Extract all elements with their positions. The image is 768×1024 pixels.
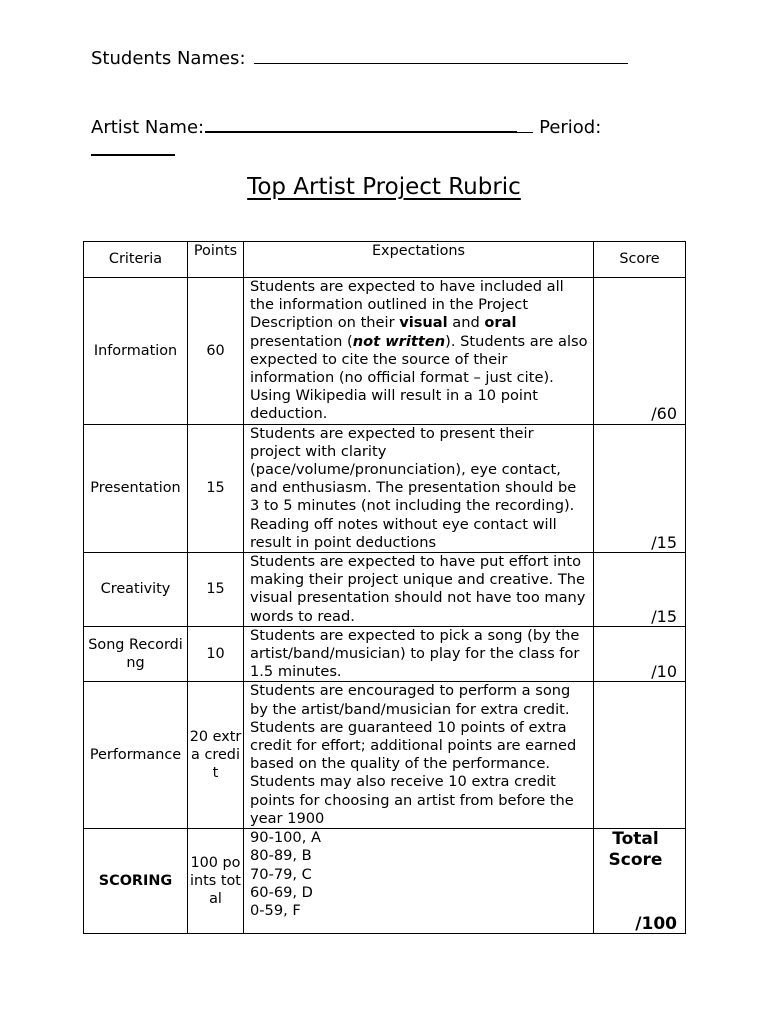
- grade-item: 60-69, D: [250, 883, 313, 901]
- table-row: [84, 553, 686, 627]
- table-row: [84, 278, 686, 425]
- grade-item: 0-59, F: [250, 901, 301, 919]
- score-cell[interactable]: /15: [594, 553, 686, 627]
- table-header-row: [84, 242, 686, 278]
- scoring-label: SCORING: [84, 829, 188, 934]
- criteria-cell: Creativity: [84, 553, 188, 627]
- artist-name-field: [91, 114, 601, 139]
- points-cell: 15: [188, 553, 244, 627]
- scoring-points: 100 points total: [188, 829, 244, 934]
- table-row: [84, 424, 686, 552]
- rubric-table: [83, 241, 686, 934]
- score-cell[interactable]: /15: [594, 424, 686, 552]
- score-cell[interactable]: /60: [594, 278, 686, 425]
- period-label: Period:: [539, 117, 602, 138]
- expectations-bold-italic: not written: [352, 332, 446, 350]
- criteria-cell: Presentation: [84, 424, 188, 552]
- total-score-cell[interactable]: [594, 829, 686, 934]
- artist-name-blank[interactable]: [205, 114, 517, 133]
- header-points: Points: [188, 242, 244, 278]
- grade-item: 80-89, B: [250, 847, 312, 865]
- grade-scale: [244, 829, 594, 934]
- expectations-text: and: [447, 314, 485, 332]
- expectations-cell: Students are expected to pick a song (by the artist/band/musician) to play for the class for 1.5 minutes.: [244, 626, 594, 682]
- points-cell: 15: [188, 424, 244, 552]
- students-names-blank[interactable]: [254, 46, 628, 64]
- header-score: Score: [594, 242, 686, 278]
- total-score-label: Total Score: [608, 829, 663, 871]
- header-expectations: Expectations: [244, 242, 594, 278]
- expectations-cell: Students are expected to present their project with clarity (pace/volume/pronunciation), eye contact, and enthusiasm. The presentation should be 3 to 5 minutes (not including the recording). Reading off notes without eye contact will result in point deductions: [244, 424, 594, 552]
- students-names-label: Students Names:: [91, 48, 246, 69]
- criteria-cell: Performance: [84, 682, 188, 829]
- score-cell[interactable]: /10: [594, 626, 686, 682]
- points-cell: 20 extra credit: [188, 682, 244, 829]
- artist-name-label: Artist Name:: [91, 117, 205, 138]
- artist-name-blank-tail: [517, 115, 533, 133]
- expectations-cell: Students are encouraged to perform a song by the artist/band/musician for extra credit. Students are guaranteed 10 points of extra credit for effort; additional points are earned based on the quality of the performance. Students may also receive 10 extra credit points for choosing an artist from before the year 1900: [244, 682, 594, 829]
- grade-item: 90-100, A: [250, 829, 321, 847]
- expectations-bold-oral: oral: [484, 314, 517, 332]
- expectations-cell: Students are expected to have put effort into making their project unique and creative. The visual presentation should not have too many words to read.: [244, 553, 594, 627]
- expectations-text: presentation (: [250, 332, 353, 350]
- page-title: Top Artist Project Rubric: [247, 174, 521, 200]
- period-blank[interactable]: [91, 154, 175, 156]
- expectations-text: ). Students are also expected to cite the source of their information (no official format – just cite). Using Wikipedia will result in a 10 point deduction.: [250, 332, 588, 423]
- points-cell: 60: [188, 278, 244, 425]
- criteria-cell: Song Recording: [84, 626, 188, 682]
- grade-item: 70-79, C: [250, 865, 312, 883]
- expectations-cell: [244, 278, 594, 425]
- points-cell: 10: [188, 626, 244, 682]
- expectations-text: Students are expected to have included all the information outlined in the Project Description on their: [250, 278, 564, 332]
- table-row: [84, 682, 686, 829]
- expectations-bold-visual: visual: [399, 314, 448, 332]
- header-criteria: Criteria: [84, 242, 188, 278]
- total-score-value: /100: [635, 913, 677, 934]
- criteria-cell: Information: [84, 278, 188, 425]
- scoring-row: [84, 829, 686, 934]
- table-row: [84, 626, 686, 682]
- score-cell[interactable]: [594, 682, 686, 829]
- students-names-field: [91, 46, 628, 70]
